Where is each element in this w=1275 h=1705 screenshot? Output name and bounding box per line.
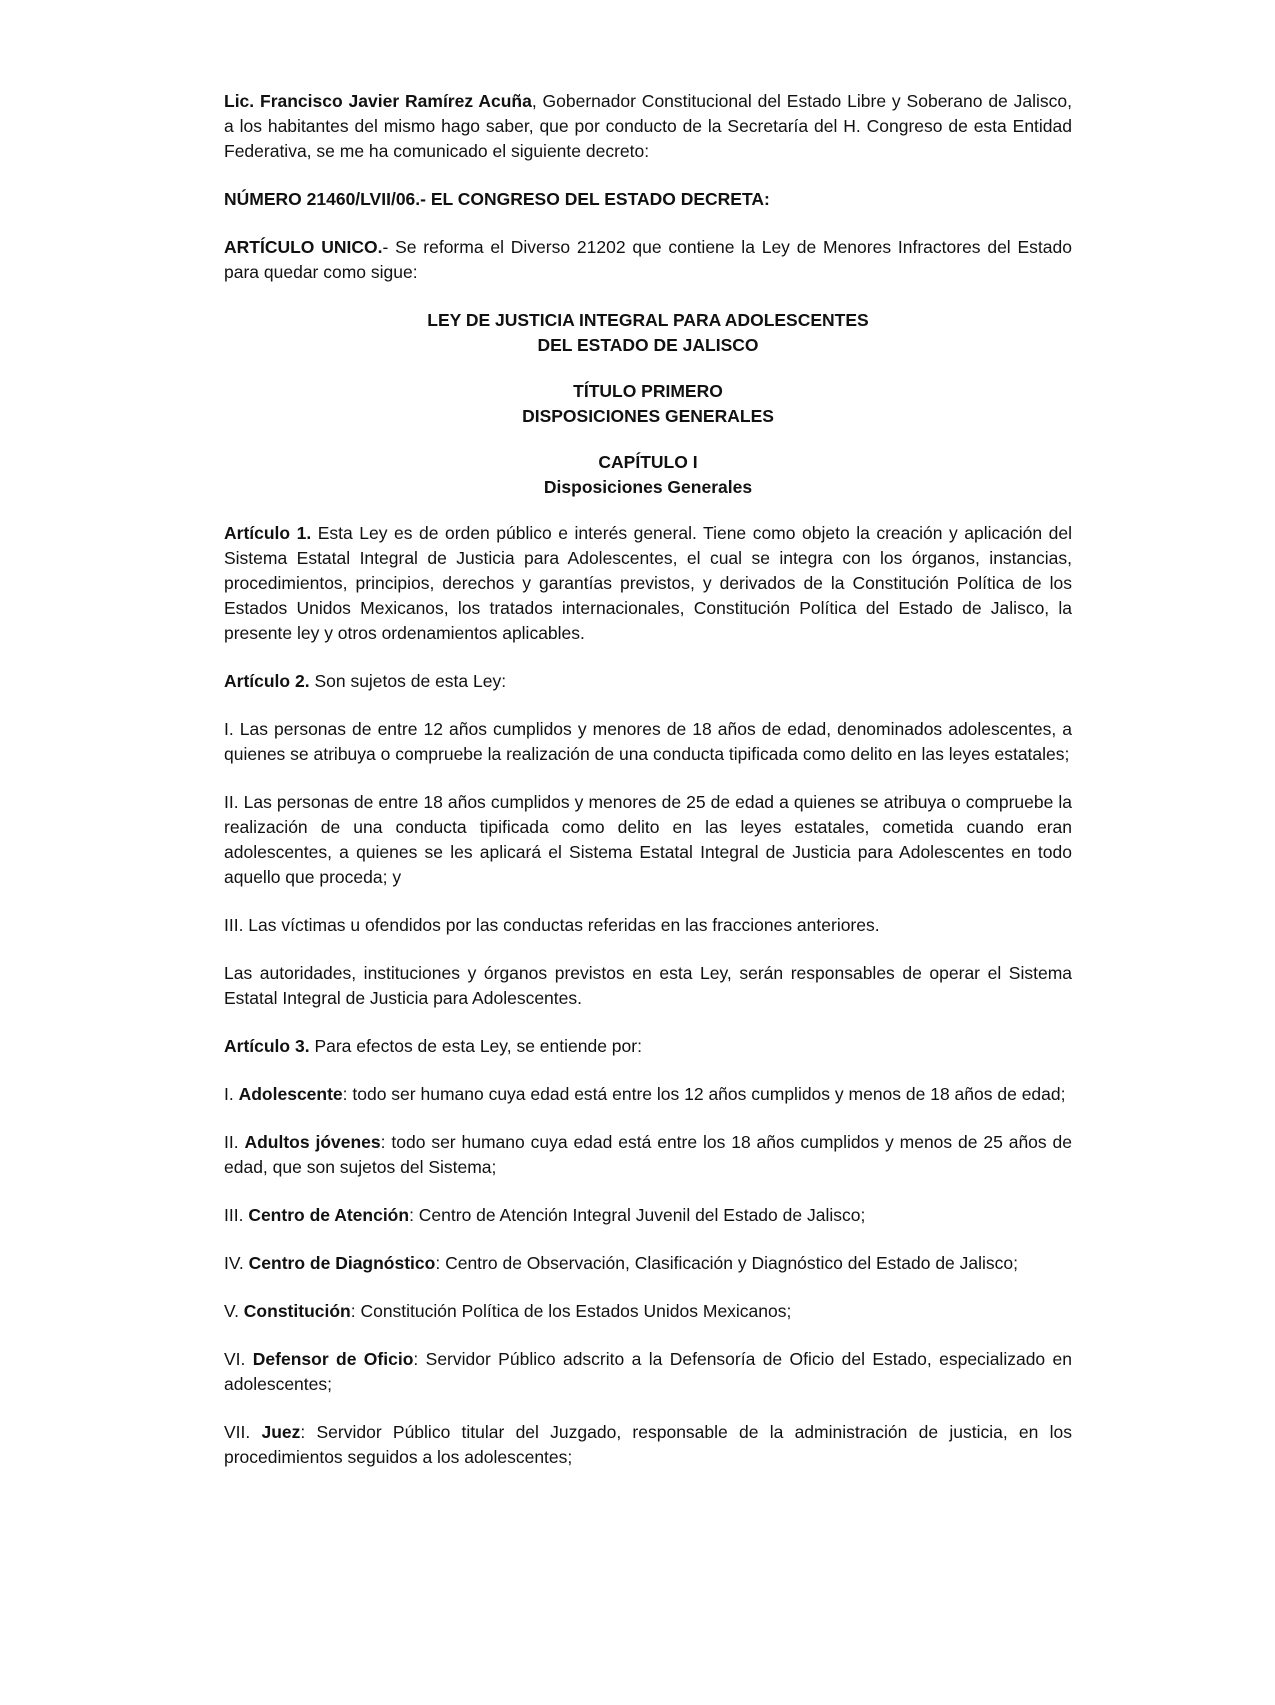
article-2-fraction-2: II. Las personas de entre 18 años cumplidos y menores de 25 de edad a quienes se atribuya o compruebe la realización de una conducta tipificada como delito en las leyes estatales, cometida cuando eran adolescentes, a quienes se les aplicará el Sistema Estatal Integral de Justicia para Adolescentes en todo aquello que proceda; y xyxy=(224,792,1072,887)
law-title: LEY DE JUSTICIA INTEGRAL PARA ADOLESCENTES DEL ESTADO DE JALISCO xyxy=(427,310,869,355)
capitulo-heading: CAPÍTULO I Disposiciones Generales xyxy=(543,452,753,497)
definition-adolescente: I. Adolescente: todo ser humano cuya edad está entre los 12 años cumplidos y menos de 18 años de edad; xyxy=(224,1084,1066,1104)
intro-paragraph: Lic. Francisco Javier Ramírez Acuña, Gobernador Constitucional del Estado Libre y Soberano de Jalisco, a los habitantes del mismo hago saber, que por conducto de la Secretaría del H. Congreso de esta Entidad Federativa, se me ha comunicado el siguiente decreto: xyxy=(224,91,1072,161)
decree-number: NÚMERO 21460/LVII/06.- EL CONGRESO DEL ESTADO DECRETA: xyxy=(224,189,770,209)
articulo-unico: ARTÍCULO UNICO.- Se reforma el Diverso 21202 que contiene la Ley de Menores Infractores del Estado para quedar como sigue: xyxy=(224,237,1072,282)
article-2-closing: Las autoridades, instituciones y órganos previstos en esta Ley, serán responsables de operar el Sistema Estatal Integral de Justicia para Adolescentes. xyxy=(224,963,1072,1008)
definition-centro-atencion: III. Centro de Atención: Centro de Atención Integral Juvenil del Estado de Jalisco; xyxy=(224,1205,866,1225)
document-body xyxy=(224,89,1072,1493)
article-2-fraction-3: III. Las víctimas u ofendidos por las conductas referidas en las fracciones anteriores. xyxy=(224,915,880,935)
article-2-fraction-1: I. Las personas de entre 12 años cumplidos y menores de 18 años de edad, denominados adolescentes, a quienes se atribuya o compruebe la realización de una conducta tipificada como delito en las leyes estatales; xyxy=(224,719,1072,764)
governor-name: Lic. Francisco Javier Ramírez Acuña xyxy=(224,91,532,111)
definition-adultos-jovenes: II. Adultos jóvenes: todo ser humano cuya edad está entre los 18 años cumplidos y menos de 25 años de edad, que son sujetos del Sistema; xyxy=(224,1132,1073,1177)
definition-constitucion: V. Constitución: Constitución Política de los Estados Unidos Mexicanos; xyxy=(224,1301,792,1321)
article-2: Artículo 2. Son sujetos de esta Ley: xyxy=(224,671,507,691)
titulo-heading: TÍTULO PRIMERO DISPOSICIONES GENERALES xyxy=(522,381,774,426)
article-3: Artículo 3. Para efectos de esta Ley, se entiende por: xyxy=(224,1036,642,1056)
definition-defensor-oficio: VI. Defensor de Oficio: Servidor Público adscrito a la Defensoría de Oficio del Estado, especializado en adolescentes; xyxy=(224,1349,1072,1394)
definition-centro-diagnostico: IV. Centro de Diagnóstico: Centro de Observación, Clasificación y Diagnóstico del Estado de Jalisco; xyxy=(224,1253,1018,1273)
article-1: Artículo 1. Esta Ley es de orden público e interés general. Tiene como objeto la creación y aplicación del Sistema Estatal Integral de Justicia para Adolescentes, el cual se integra con los órganos, instancias, procedimientos, principios, derechos y garantías previstos, y derivados de la Constitución Política de los Estados Unidos Mexicanos, los tratados internacionales, Constitución Política del Estado de Jalisco, la presente ley y otros ordenamientos aplicables. xyxy=(224,523,1072,643)
definition-juez: VII. Juez: Servidor Público titular del Juzgado, responsable de la administración de justicia, en los procedimientos seguidos a los adolescentes; xyxy=(224,1422,1072,1467)
